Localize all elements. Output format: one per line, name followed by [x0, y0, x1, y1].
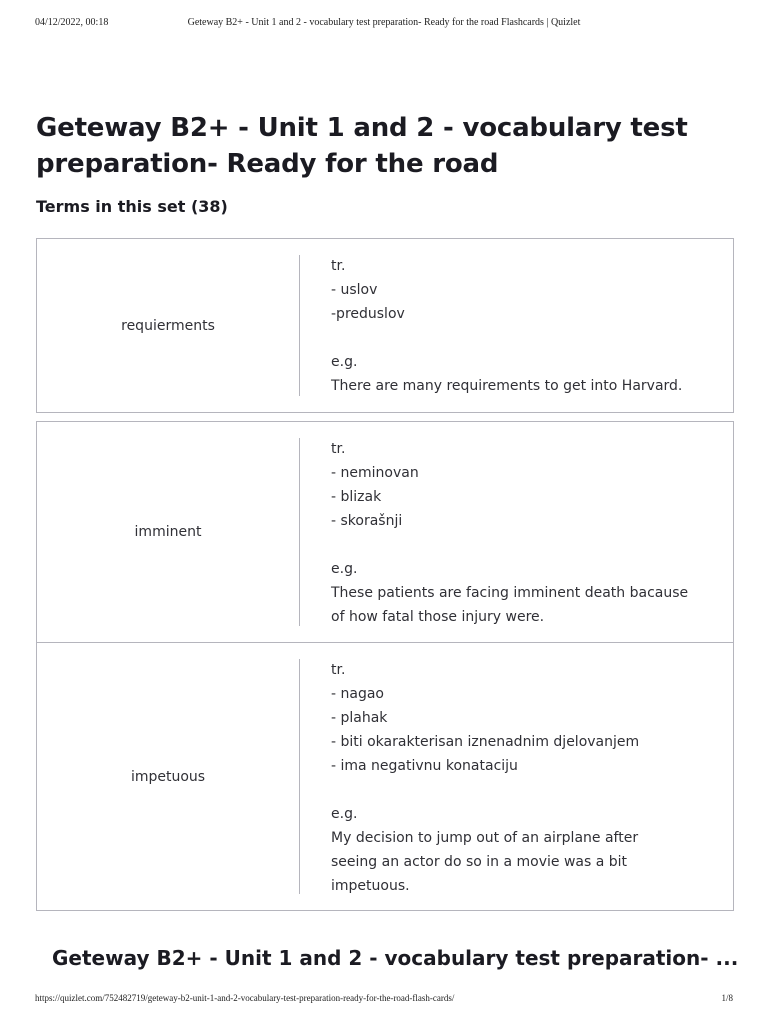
definition-text — [331, 658, 711, 898]
definition-line: of how fatal those injury were. — [331, 609, 545, 625]
term-text: imminent — [134, 524, 202, 540]
definition-line: impetuous. — [331, 878, 410, 894]
definition-line: - blizak — [331, 489, 382, 505]
print-url: https://quizlet.com/752482719/geteway-b2-unit-1-and-2-vocabulary-test-preparation-ready-for-the-road-flash-cards/ — [35, 993, 455, 1003]
term-text: requierments — [121, 317, 215, 334]
definition-line: There are many requirements to get into Harvard. — [331, 378, 683, 394]
term-card — [36, 642, 734, 911]
term-text: impetuous — [130, 768, 206, 785]
definition-line: tr. — [331, 258, 346, 274]
definition-line — [331, 326, 711, 350]
definition-line: - ima negativnu konataciju — [331, 758, 518, 774]
definition-line: seeing an actor do so in a movie was a bit — [331, 854, 628, 870]
definition-line: e.g. — [331, 561, 358, 577]
definition-line: tr. — [331, 441, 346, 457]
definition-text — [331, 254, 711, 398]
print-page-title: Geteway B2+ - Unit 1 and 2 - vocabulary test preparation- Ready for the road Flashcards | Quizlet — [187, 17, 581, 28]
definition-line: - uslov — [331, 282, 378, 298]
page-number: 1/8 — [721, 993, 733, 1003]
definition-line: - nagao — [331, 686, 384, 702]
definition-line: - plahak — [331, 710, 388, 726]
definition-line — [331, 533, 711, 557]
print-date: 04/12/2022, 00:18 — [35, 17, 109, 28]
definition-line: e.g. — [331, 806, 358, 822]
print-footer — [0, 993, 768, 1013]
card-divider — [299, 255, 300, 396]
definition-line: These patients are facing imminent death bacause — [331, 585, 689, 601]
term-card — [36, 238, 734, 413]
terms-count-heading: Terms in this set (38) — [36, 197, 228, 216]
definition-line: -preduslov — [331, 306, 405, 322]
definition-text — [331, 437, 711, 629]
card-divider — [299, 659, 300, 894]
footer-set-title: Geteway B2+ - Unit 1 and 2 - vocabulary test preparation- ... — [52, 946, 739, 970]
term-card — [36, 421, 734, 643]
definition-line: My decision to jump out of an airplane after — [331, 830, 639, 846]
card-divider — [299, 438, 300, 626]
definition-line: e.g. — [331, 354, 358, 370]
definition-line: tr. — [331, 662, 346, 678]
page-title: Geteway B2+ - Unit 1 and 2 - vocabulary test preparation- Ready for the road — [36, 113, 688, 179]
definition-line: - biti okarakterisan iznenadnim djelovanjem — [331, 734, 640, 750]
definition-line: - neminovan — [331, 465, 419, 481]
print-header — [0, 0, 768, 46]
definition-line: - skorašnji — [331, 513, 403, 529]
definition-line — [331, 778, 711, 802]
